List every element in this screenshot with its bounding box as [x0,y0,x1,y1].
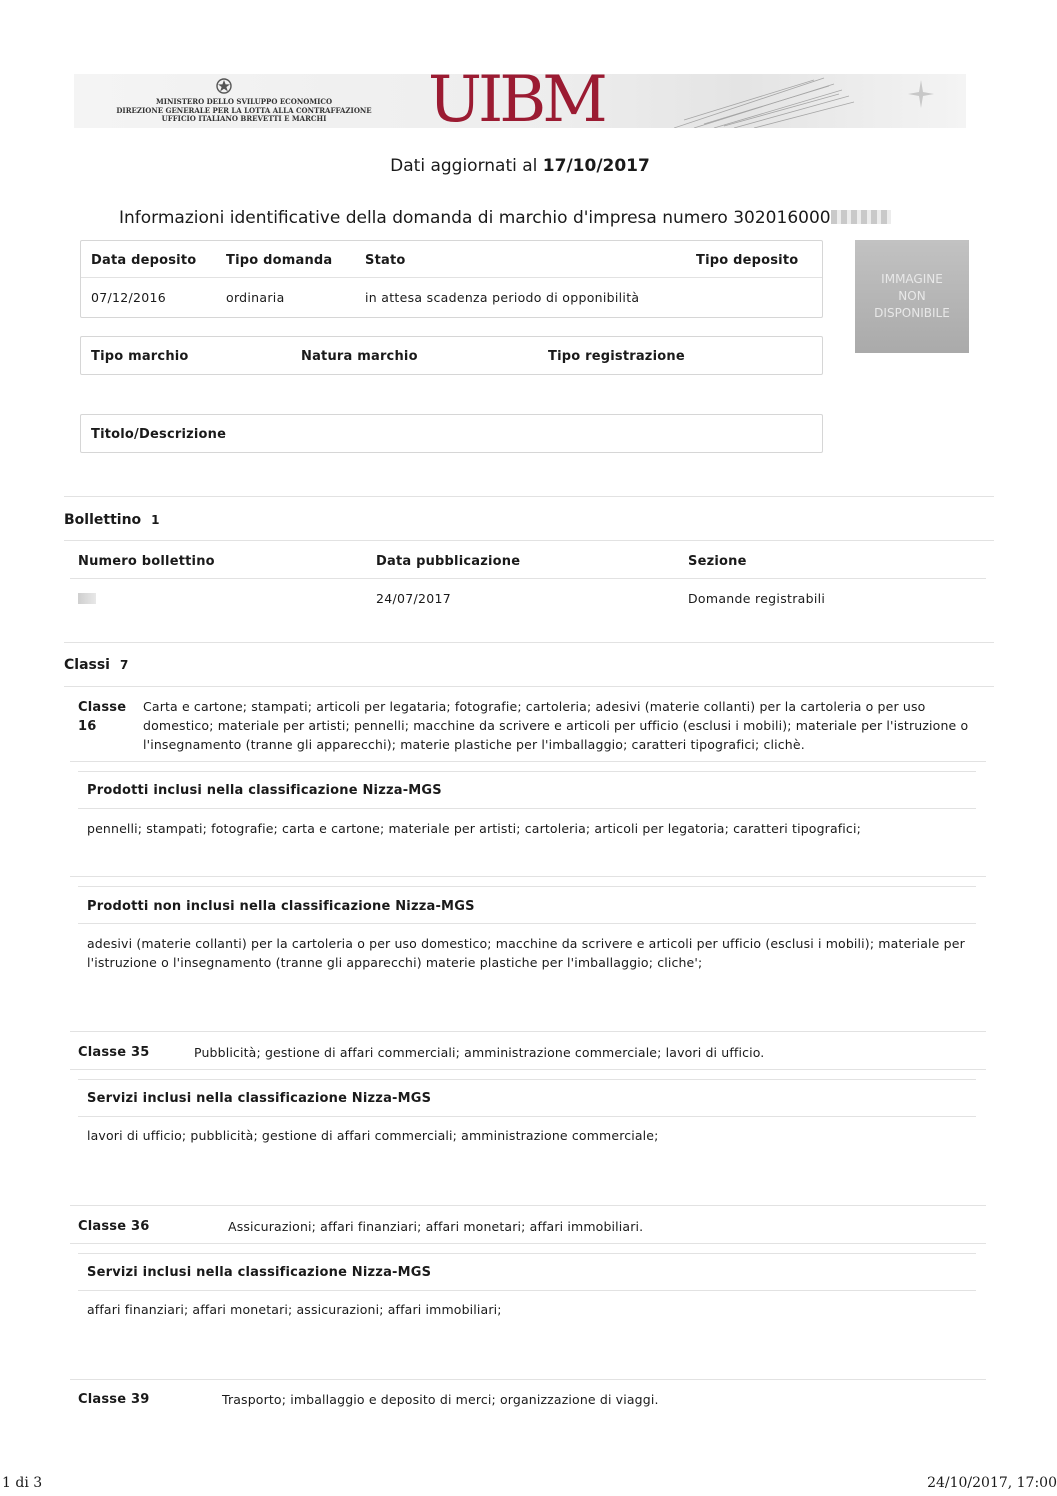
classi-section-title: Classi 7 [64,657,129,673]
application-heading: Informazioni identificative della domanda di marchio d'impresa numero 302016000 [119,208,891,228]
classe-36-label: Classe 36 [78,1219,150,1234]
divider [81,277,822,278]
classe-16-label: Classe 16 [78,700,127,734]
divider [64,686,994,687]
divider [70,1243,986,1244]
update-date-line: Dati aggiornati al 17/10/2017 [390,156,650,176]
header-tipo-registrazione: Tipo registrazione [548,349,685,364]
header-sezione: Sezione [688,554,747,569]
uibm-logo: UIBM [428,74,604,128]
value-sezione: Domande registrabili [688,591,826,606]
divider [70,1205,986,1206]
classe-36-description: Assicurazioni; affari finanziari; affari monetari; affari immobiliari. [228,1219,644,1234]
image-not-available: IMMAGINE NON DISPONIBILE [855,240,969,353]
header-tipo-marchio: Tipo marchio [91,349,189,364]
bollettino-section-title: Bollettino 1 [64,512,160,528]
value-tipo-domanda: ordinaria [226,290,285,305]
divider [70,876,986,877]
ministry-name: MINISTERO DELLO SVILUPPO ECONOMICO DIREZIONE GENERALE PER LA LOTTA ALLA CONTRAFFAZIONE UFFICIO ITALIANO BREVETTI E MARCHI [116,97,372,123]
header-tipo-domanda: Tipo domanda [226,253,333,268]
divider [78,771,976,772]
classe-16-description: Carta e cartone; stampati; articoli per legataria; fotografie; cartoleria; adesivi (materie collanti) per la cartoleria o per uso domestico; materiale per artisti; pennelli; macchine da scrivere e articoli per ufficio (esclusi i mobili); materiale per l'istruzione o l'insegnamento (tranne gli apparecchi); materie plastiche per l'imballaggio; caratteri tipografici; clichè. [143,699,969,752]
header-stato: Stato [365,253,406,268]
divider [64,642,994,643]
redacted-bollettino-number [78,593,96,604]
page-number: 1 di 3 [2,1475,43,1491]
divider [78,1290,976,1291]
header-titolo-descrizione: Titolo/Descrizione [91,427,227,442]
divider [70,761,986,762]
mark-info-box [80,336,823,375]
header-data-deposito: Data deposito [91,253,197,268]
divider [78,1079,976,1080]
deposit-info-box [80,240,823,318]
divider [78,1253,976,1254]
classe-35-included-title: Servizi inclusi nella classificazione Nizza-MGS [87,1091,432,1106]
classe-35-included-list: lavori di ufficio; pubblicità; gestione di affari commerciali; amministrazione commerciale; [87,1128,659,1143]
classe-39-label: Classe 39 [78,1392,150,1407]
sparkle-decoration-icon [906,78,936,118]
divider [64,496,994,497]
divider [70,1069,986,1070]
classe-35-description: Pubblicità; gestione di affari commerciali; amministrazione commerciale; lavori di ufficio. [194,1045,765,1060]
print-datetime: 24/10/2017, 17:00 [927,1475,1057,1491]
divider [78,808,976,809]
header-data-pubblicazione: Data pubblicazione [376,554,521,569]
classe-16-excluded-title: Prodotti non inclusi nella classificazione Nizza-MGS [87,899,475,914]
value-data-pubblicazione: 24/07/2017 [376,591,452,606]
divider [70,578,986,579]
header-tipo-deposito: Tipo deposito [696,253,799,268]
header-banner [74,74,966,128]
feather-decoration-icon [674,74,894,128]
classe-36-included-list: affari finanziari; affari monetari; assicurazioni; affari immobiliari; [87,1302,502,1317]
classe-39-description: Trasporto; imballaggio e deposito di merci; organizzazione di viaggi. [222,1392,659,1407]
divider [78,886,976,887]
classe-36-included-title: Servizi inclusi nella classificazione Nizza-MGS [87,1265,432,1280]
header-natura-marchio: Natura marchio [301,349,418,364]
divider [64,540,994,541]
value-stato: in attesa scadenza periodo di opponibilità [365,290,640,305]
application-number: 302016000 [733,208,831,228]
header-numero-bollettino: Numero bollettino [78,554,215,569]
redacted-number [831,210,891,224]
value-data-deposito: 07/12/2016 [91,290,167,305]
classe-16-included-title: Prodotti inclusi nella classificazione Nizza-MGS [87,783,442,798]
classi-count: 7 [120,658,129,672]
divider [78,923,976,924]
divider [70,1031,986,1032]
classe-16-excluded-list: adesivi (materie collanti) per la cartoleria o per uso domestico; macchine da scrivere e articoli per ufficio (esclusi i mobili); materiale per l'istruzione o l'insegnamento (tranne gli apparecchi) materie plastiche per l'imballaggio; cliche'; [87,936,965,970]
classe-35-label: Classe 35 [78,1045,150,1060]
bollettino-count: 1 [151,513,160,527]
classe-16-included-list: pennelli; stampati; fotografie; carta e cartone; materiale per artisti; cartoleria; articoli per legatoria; caratteri tipografici; [87,821,861,836]
republic-emblem-icon [214,76,234,96]
divider [78,1116,976,1117]
update-date: 17/10/2017 [542,156,650,176]
divider [70,1379,986,1380]
